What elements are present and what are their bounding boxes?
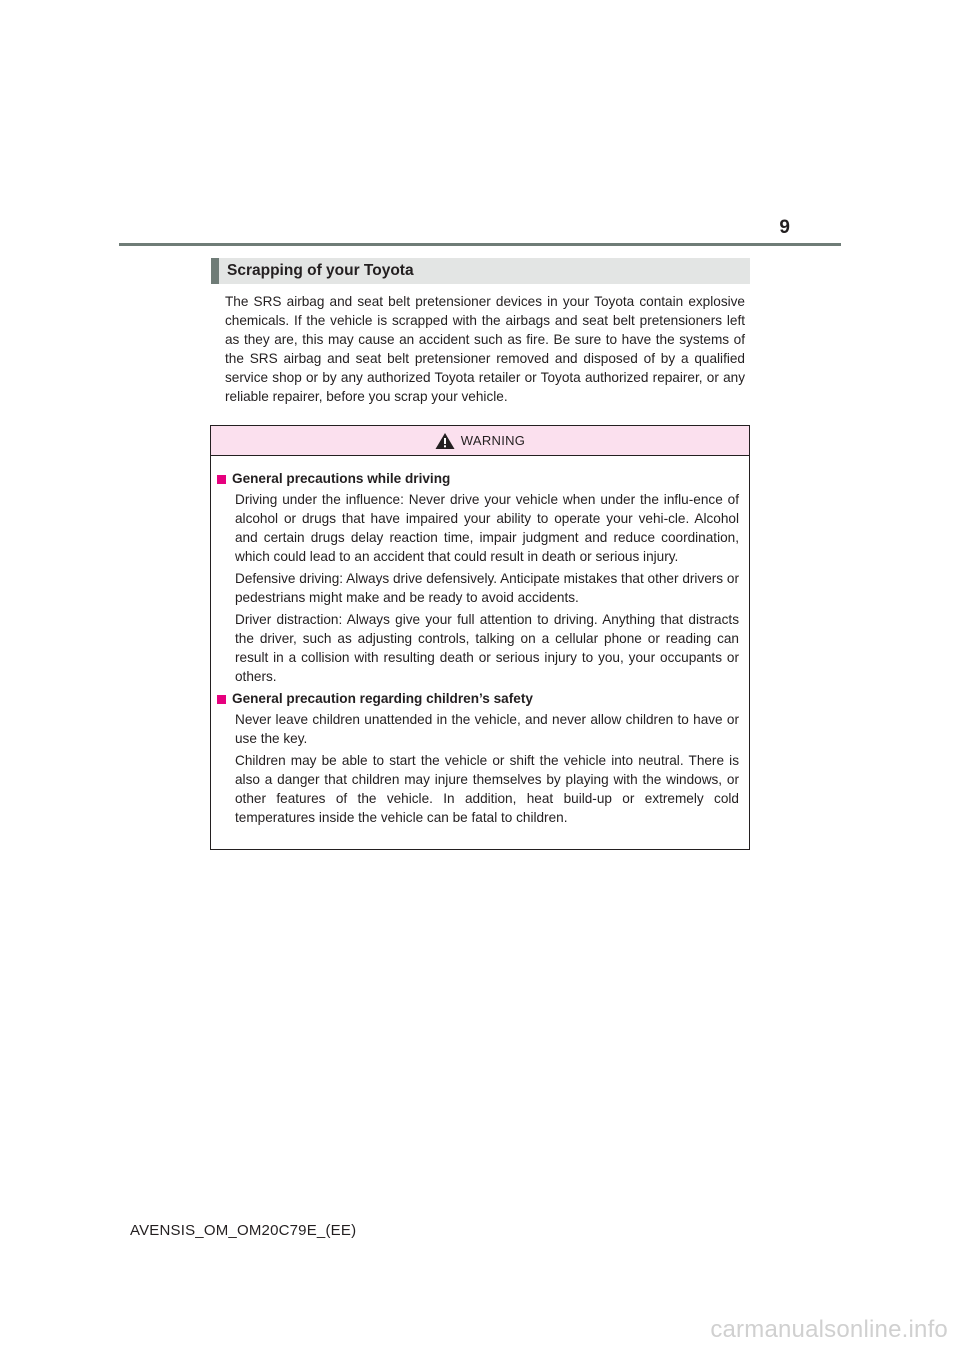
- warning-group-heading-text: General precautions while driving: [232, 471, 451, 486]
- warning-paragraph: Driving under the influence: Never drive your vehicle when under the influ-ence of alcohol or drugs that have impaired your ability to operate your vehi-cle. Alcohol and certain drugs delay reaction time, impair judgment and reduce coordination, which could lead to an accident that could result in death or serious injury.: [235, 492, 739, 564]
- section-body-text: The SRS airbag and seat belt pretensioner devices in your Toyota contain explosive chemicals. If the vehicle is scrapped with the airbags and seat belt pretensioners left as they are, this may cause an accident such as fire. Be sure to have the systems of the SRS airbag and seat belt pretensioner removed and disposed of by a qualified service shop or by any authorized Toyota retailer or Toyota authorized repairer, or any reliable repairer, before you scrap your vehicle.: [225, 294, 745, 404]
- document-code: AVENSIS_OM_OM20C79E_(EE): [130, 1222, 357, 1239]
- header-rule: [119, 243, 841, 246]
- page-number: 9: [779, 217, 790, 238]
- warning-box: [210, 425, 750, 850]
- warning-group-heading: [217, 690, 739, 708]
- warning-paragraph: Children may be able to start the vehicle or shift the vehicle into neutral. There is also a danger that children may injure themselves by playing with the windows, or other features of the vehicle. In addition, heat build-up or extremely cold temperatures inside the vehicle can be fatal to children.: [235, 753, 739, 825]
- warning-paragraph: Driver distraction: Always give your full attention to driving. Anything that distracts the driver, such as adjusting controls, talking on a cellular phone or reading can result in a collision with resulting death or serious injury to you, your occupants or others.: [235, 612, 739, 684]
- warning-group-heading: [217, 470, 739, 488]
- section-heading: Scrapping of your Toyota: [211, 258, 750, 284]
- warning-group-heading-text: General precaution regarding children’s safety: [232, 691, 533, 706]
- watermark: carmanualsonline.info: [710, 1316, 948, 1343]
- warning-paragraph: Never leave children unattended in the vehicle, and never allow children to have or use the key.: [235, 712, 739, 746]
- warning-body: [211, 456, 749, 827]
- warning-title: WARNING: [460, 433, 526, 448]
- magenta-square-bullet-icon: [217, 475, 226, 484]
- warning-paragraph: Defensive driving: Always drive defensively. Anticipate mistakes that other drivers or pedestrians might make and be ready to avoid accidents.: [235, 571, 739, 605]
- warning-header: [211, 426, 749, 456]
- magenta-square-bullet-icon: [217, 695, 226, 704]
- warning-triangle-icon: [435, 432, 455, 450]
